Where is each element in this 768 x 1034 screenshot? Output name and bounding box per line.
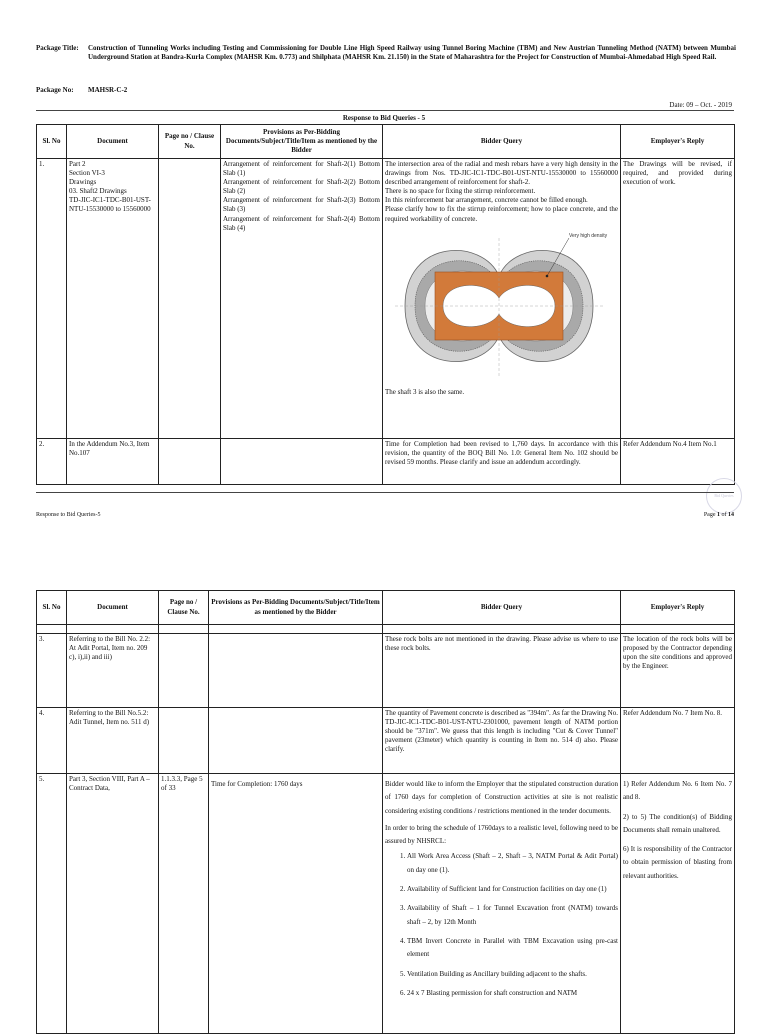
col-header-provisions: Provisions as Per-Bidding Documents/Subject/Title/Item as mentioned by the Bidder [209, 591, 383, 625]
row-sl: 4. [37, 708, 67, 774]
row-page [159, 159, 221, 439]
row-query [383, 774, 621, 1034]
row-page [159, 634, 209, 708]
row-reply: The location of the rock bolts will be proposed by the Contractor depending upon the site conditions and approved by the Engineer. [621, 634, 735, 708]
row-provisions [209, 634, 383, 708]
row-provisions [209, 708, 383, 774]
document-page-2 [0, 548, 768, 1024]
reinforcement-drawing-figure [385, 228, 613, 386]
table-row [37, 634, 735, 708]
header-divider [36, 110, 734, 111]
figure-callout-label: Very high density [569, 232, 608, 239]
row-provisions [221, 439, 383, 485]
provision-item: Arrangement of reinforcement for Shaft-2(1) Bottom Slab (1) [223, 160, 380, 178]
page-gap [0, 528, 768, 548]
reply-item: 2) to 5) The condition(s) of Bidding Documents shall remain unaltered. [623, 812, 732, 834]
provision-item: Arrangement of reinforcement for Shaft-2(4) Bottom Slab (4) [223, 214, 380, 232]
col-header-reply: Employer's Reply [621, 125, 735, 159]
package-no: MAHSR-C-2 [88, 86, 128, 94]
table-header-row [37, 591, 735, 625]
query-paragraph: In order to bring the schedule of 1760days to a realistic level, following need to be assured by NHSRCL: [385, 823, 618, 846]
document-line: 03. Shaft2 Drawings [69, 187, 127, 196]
row-sl: 2. [37, 439, 67, 485]
row-document: Part 3, Section VIII, Part A – Contract Data, [67, 774, 159, 1034]
list-item: 6. 24 x 7 Blasting permission for shaft construction and NATM [407, 987, 618, 1000]
row-page [159, 439, 221, 485]
provision-item: Arrangement of reinforcement for Shaft-2(3) Bottom Slab (3) [223, 196, 380, 214]
row-reply: Refer Addendum No. 7 Item No. 8. [621, 708, 735, 774]
queries-table-page-2 [36, 590, 735, 1034]
table-row [37, 774, 735, 1034]
row-query: The quantity of Pavement concrete is described as "394m". As far the Drawing No. TD-JIC-IC1-TDC-B01-UST-NTU-2301000, pavement length of NATM portion should be "371m". We guess that this length is including "Cut & Cover Tunnel" pavement (23meter) which quantity is counting in Item no. 514 d) also. Please clarify. [383, 708, 621, 774]
row-provisions: Time for Completion: 1760 days [209, 774, 383, 1034]
col-header-provisions: Provisions as Per-Bidding Documents/Subject/Title/Item as mentioned by the Bidder [221, 125, 383, 159]
col-header-page: Page no / Clause No. [159, 125, 221, 159]
seal-stamp: Bid Queries [706, 478, 742, 514]
row-sl: 5. [37, 774, 67, 1034]
footer-divider [36, 492, 734, 493]
row-query: Time for Completion had been revised to 1,760 days. In accordance with this revision, the quantity of the BOQ Bill No. 1.0: General Item No. 102 should be revised 59 months. Please clarify and issue an addendum accordingly. [383, 439, 621, 485]
spacer-row [37, 625, 735, 634]
col-header-page: Page no / Clause No. [159, 591, 209, 625]
row-reply: Refer Addendum No.4 Item No.1 [621, 439, 735, 485]
row-query: These rock bolts are not mentioned in the drawing. Please advise us where to use these rock bolts. [383, 634, 621, 708]
row-reply: The Drawings will be revised, if required, and provided during execution of work. [621, 159, 735, 439]
document-line: Part 2 [69, 160, 86, 168]
table-header-row [37, 125, 735, 159]
provision-item: Arrangement of reinforcement for Shaft-2(2) Bottom Slab (2) [223, 178, 380, 196]
query-paragraph: In this reinforcement bar arrangement, concrete cannot be filled enough. [385, 196, 588, 205]
list-item: 5. Ventilation Building as Ancillary building adjacent to the shafts. [407, 968, 618, 981]
query-paragraph: There is no space for fixing the stirrup reinforcement. [385, 187, 536, 196]
col-header-sl: Sl. No [37, 125, 67, 159]
col-header-reply: Employer's Reply [621, 591, 735, 625]
page-number: Page 1 of 14 [703, 512, 734, 518]
query-paragraph: Bidder would like to inform the Employer that the stipulated construction duration of 1760 days for completion of Construction activities at site is not realistic considering existing conditions / restrictions mentioned in the tender documents. [385, 780, 618, 815]
document-date: Date: 09 – Oct. - 2019 [669, 101, 732, 109]
row-page [159, 708, 209, 774]
row-sl: 1. [37, 159, 67, 439]
page-footer [36, 512, 734, 520]
query-paragraph: The shaft 3 is also the same. [385, 387, 465, 396]
package-title-block [36, 44, 736, 84]
package-no-block [36, 86, 736, 96]
table-row [37, 439, 735, 485]
col-header-sl: Sl. No [37, 591, 67, 625]
col-header-query: Bidder Query [383, 591, 621, 625]
document-line: Section VI-3 [69, 169, 105, 178]
row-reply [621, 774, 735, 1034]
table-row [37, 708, 735, 774]
package-title-label: Package Title: [36, 44, 79, 52]
response-title: Response to Bid Queries - 5 [342, 114, 426, 122]
list-item: 1. All Work Area Access (Shaft – 2, Shaft – 3, NATM Portal & Adit Portal) on day one (1). [407, 850, 618, 877]
row-document [67, 159, 159, 439]
reply-item: 6) It is responsibility of the Contractor to obtain permission of blasting from relevant authorities. [623, 845, 732, 880]
reply-item: 1) Refer Addendum No. 6 Item No. 7 and 8. [623, 780, 732, 802]
col-header-document: Document [67, 591, 159, 625]
row-document: Referring to the Bill No. 2.2: At Adit Portal, Item no. 209 c), i),ii) and iii) [67, 634, 159, 708]
list-item: 2. Availability of Sufficient land for Construction facilities on day one (1) [407, 883, 618, 896]
requirements-list [385, 850, 618, 1000]
row-document: Referring to the Bill No.5.2: Adit Tunnel, Item no. 511 d) [67, 708, 159, 774]
list-item: 3. Availability of Shaft – 1 for Tunnel Excavation front (NATM) towards shaft – 2, by 12th Month [407, 902, 618, 929]
package-title: Construction of Tunneling Works including Testing and Commissioning for Double Line High Speed Railway using Tunnel Boring Machine (TBM) and New Austrian Tunneling Method (NATM) between Mumbai Underground Station at Bandra-Kurla Complex (MAHSR Km. 0.773) and Shilphata (MAHSR Km. 21.150) in the State of Maharashtra for the Project for Construction of Mumbai-Ahmedabad High Speed Rail. [88, 44, 736, 62]
queries-table-page-1 [36, 124, 735, 485]
row-document: In the Addendum No.3, Item No.107 [67, 439, 159, 485]
table-row [37, 159, 735, 439]
query-paragraph: The intersection area of the radial and mesh rebars have a very high density in the drawings from Nos. TD-JIC-IC1-TDC-B01-UST-NTU-15530000 to 15560000 described arrangement of reinforcement for shaft-2. [385, 160, 618, 187]
list-item: 4. TBM Invert Concrete in Parallel with TBM Excavation using pre-cast element [407, 935, 618, 962]
footer-title: Response to Bid Queries-5 [36, 512, 101, 518]
col-header-document: Document [67, 125, 159, 159]
document-line: TD-JIC-IC1-TDC-B01-UST-NTU-15530000 to 15560000 [69, 196, 151, 214]
query-paragraph: Please clarify how to fix the stirrup reinforcement; how to place concrete, and the required workability of concrete. [385, 205, 618, 223]
row-provisions [221, 159, 383, 439]
row-sl: 3. [37, 634, 67, 708]
col-header-query: Bidder Query [383, 125, 621, 159]
package-no-label: Package No: [36, 86, 74, 94]
row-query [383, 159, 621, 439]
row-page: 1.1.3.3, Page 5 of 33 [159, 774, 209, 1034]
document-line: Drawings [69, 178, 97, 187]
